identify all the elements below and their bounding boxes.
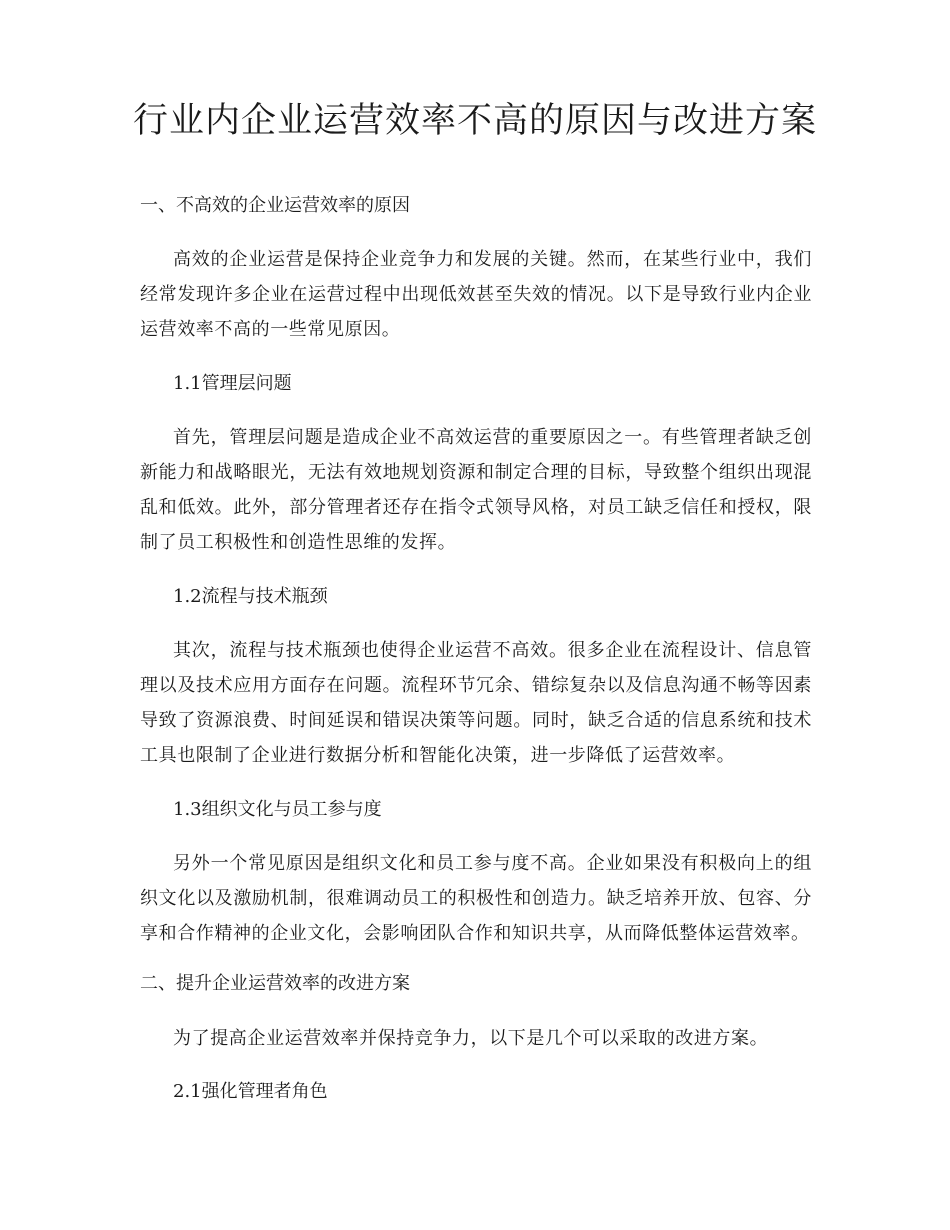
paragraph-line: 为了提高企业运营效率并保持竞争力，以下是几个可以采取的改进方案。 bbox=[173, 1028, 769, 1049]
section-2-heading: 二、提升企业运营效率的改进方案 bbox=[140, 973, 410, 994]
paragraph-line: 理以及技术应用方面存在问题。流程环节冗余、错综复杂以及信息沟通不畅等因素 bbox=[140, 675, 812, 696]
subsection-1-2-heading: 1.2流程与技术瓶颈 bbox=[173, 586, 328, 607]
paragraph-line: 享和合作精神的企业文化，会影响团队合作和知识共享，从而降低整体运营效率。 bbox=[140, 923, 810, 944]
paragraph-line: 首先，管理层问题是造成企业不高效运营的重要原因之一。有些管理者缺乏创 bbox=[173, 427, 812, 448]
paragraph-line: 织文化以及激励机制，很难调动员工的积极性和创造力。缺乏培养开放、包容、分 bbox=[140, 888, 812, 909]
paragraph-line: 新能力和战略眼光，无法有效地规划资源和制定合理的目标，导致整个组织出现混 bbox=[140, 462, 812, 483]
section-1-heading: 一、不高效的企业运营效率的原因 bbox=[140, 195, 410, 216]
paragraph-line: 高效的企业运营是保持企业竞争力和发展的关键。然而，在某些行业中，我们 bbox=[173, 249, 812, 270]
paragraph-line: 制了员工积极性和创造性思维的发挥。 bbox=[140, 532, 457, 553]
subsection-1-1-heading: 1.1管理层问题 bbox=[173, 373, 292, 394]
paragraph-line: 经常发现许多企业在运营过程中出现低效甚至失效的情况。以下是导致行业内企业 bbox=[140, 284, 812, 305]
paragraph-line: 工具也限制了企业进行数据分析和智能化决策，进一步降低了运营效率。 bbox=[140, 745, 736, 766]
paragraph-line: 运营效率不高的一些常见原因。 bbox=[140, 319, 401, 340]
subsection-1-3-heading: 1.3组织文化与员工参与度 bbox=[173, 799, 382, 820]
paragraph-line: 另外一个常见原因是组织文化和员工参与度不高。企业如果没有积极向上的组 bbox=[173, 853, 812, 874]
section-2-intro bbox=[140, 1021, 812, 1056]
paragraph-line: 导致了资源浪费、时间延误和错误决策等问题。同时，缺乏合适的信息系统和技术 bbox=[140, 710, 812, 731]
document-title: 行业内企业运营效率不高的原因与改进方案 bbox=[132, 101, 817, 141]
paragraph-line: 乱和低效。此外，部分管理者还存在指令式领导风格，对员工缺乏信任和授权，限 bbox=[140, 497, 812, 518]
subsection-1-2-body bbox=[140, 633, 812, 773]
paragraph-line: 其次，流程与技术瓶颈也使得企业运营不高效。很多企业在流程设计、信息管 bbox=[173, 640, 812, 661]
subsection-1-1-body bbox=[140, 420, 812, 560]
subsection-2-1-heading: 2.1强化管理者角色 bbox=[173, 1081, 328, 1102]
subsection-1-3-body bbox=[140, 846, 812, 951]
section-1-intro bbox=[140, 242, 812, 347]
